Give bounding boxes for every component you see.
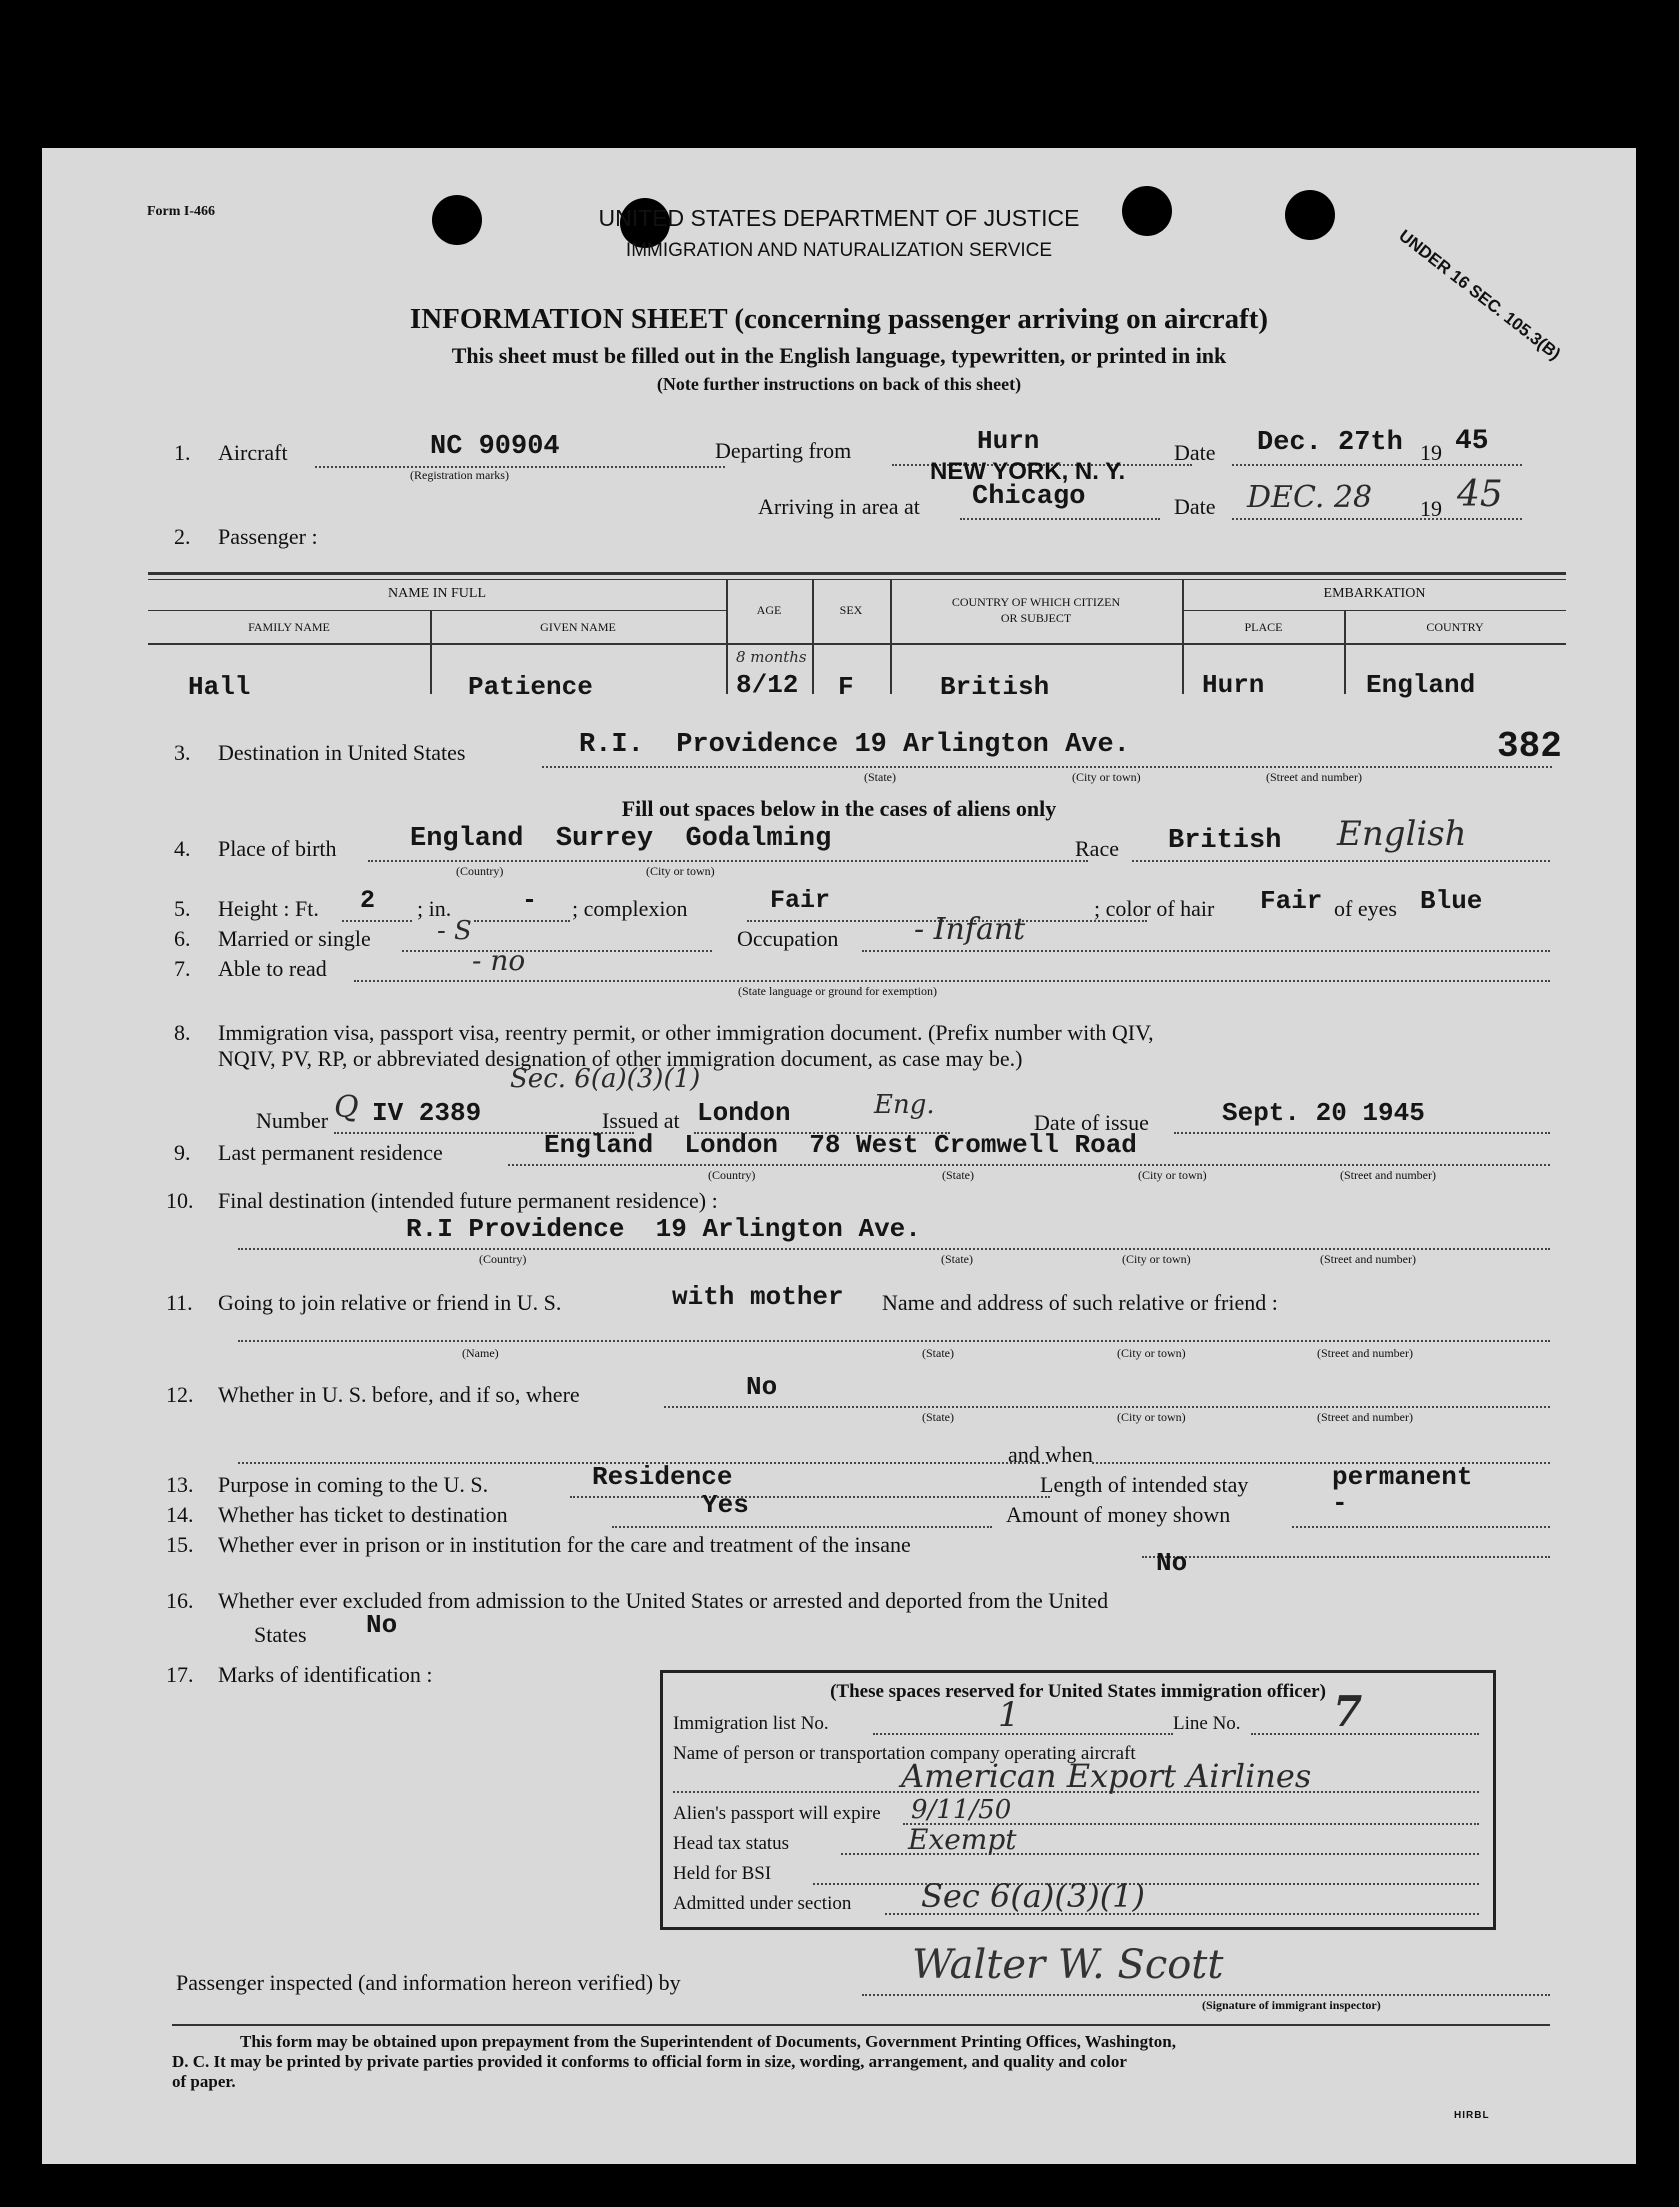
complexion-value: Fair (770, 886, 831, 915)
item-number: 2. (174, 524, 191, 549)
visa-text-1: Immigration visa, passport visa, reentry permit, or other immigration document. (Prefix number with QIV, (218, 1020, 1154, 1045)
issued-value: London (697, 1098, 791, 1128)
join-relative-value: with mother (672, 1282, 844, 1312)
visa-prefix: Q (334, 1090, 359, 1125)
line-label: Line No. (1173, 1713, 1241, 1734)
city-caption: (City or town) (646, 864, 715, 878)
visa-section-note: Sec. 6(a)(3)(1) (510, 1064, 701, 1094)
given-name-header: GIVEN NAME (540, 620, 616, 634)
stamp-under-16: UNDER 16 SEC. 105.3(B) (1395, 226, 1565, 364)
country-caption: (Country) (456, 864, 504, 878)
height-label: Height : Ft. (218, 896, 319, 921)
form-sheet (42, 148, 1636, 2164)
city-caption: (City or town) (1072, 770, 1141, 784)
city-caption: (City or town) (1117, 1346, 1186, 1360)
sex-header: SEX (839, 603, 863, 617)
bsi-label: Held for BSI (673, 1863, 772, 1884)
aliens-heading: Fill out spaces below in the cases of aliens only (621, 796, 1057, 821)
item-number: 7. (174, 956, 191, 981)
final-destination-value: R.I Providence 19 Arlington Ave. (406, 1214, 921, 1244)
state-caption: (State) (864, 770, 896, 784)
passport-expire-value: 9/11/50 (911, 1795, 1012, 1825)
footer-line-1: This form may be obtained upon prepayment from the Superintendent of Documents, Government Printing Offices, Washington, (240, 2032, 1176, 2051)
arrival-year: 45 (1457, 474, 1503, 515)
money-label: Amount of money shown (1006, 1502, 1231, 1527)
and-when-label: and when (1008, 1442, 1093, 1467)
height-feet: 2 (360, 886, 376, 915)
eyes-value: Blue (1420, 886, 1483, 916)
visa-number-label: Number (256, 1108, 329, 1133)
departing-value: Hurn (977, 426, 1040, 456)
inches-label: ; in. (417, 896, 452, 921)
residence-value: England London 78 West Cromwell Road (544, 1130, 1137, 1160)
complexion-label: ; complexion (572, 896, 688, 921)
state-caption: (State) (922, 1346, 954, 1360)
join-relative-label: Going to join relative or friend in U. S. (218, 1290, 562, 1315)
street-caption: (Street and number) (1340, 1168, 1436, 1182)
final-destination-label: Final destination (intended future permanent residence) : (218, 1188, 718, 1213)
family-name-header: FAMILY NAME (248, 620, 330, 634)
age-note: 8 months (736, 648, 807, 666)
print-code: HIRBL (1454, 2110, 1490, 2121)
street-caption: (Street and number) (1317, 1346, 1413, 1360)
birthplace-value: England Surrey Godalming (410, 824, 832, 854)
married-value: - S (437, 916, 472, 946)
read-label: Able to read (218, 956, 327, 981)
country-caption: (Country) (708, 1168, 756, 1182)
visa-text-2: NQIV, PV, RP, or abbreviated designation of other immigration document, as case may be.) (218, 1046, 1023, 1071)
operator-value: American Export Airlines (901, 1757, 1312, 1795)
admitted-value: Sec 6(a)(3)(1) (921, 1877, 1146, 1915)
name-caption: (Name) (462, 1346, 499, 1360)
prison-label: Whether ever in prison or in institution for the care and treatment of the insane (218, 1532, 911, 1557)
race-note: English (1337, 814, 1467, 854)
issued-note: Eng. (874, 1090, 935, 1120)
date-label: Date (1174, 440, 1216, 465)
line-value: 7 (1333, 1687, 1363, 1736)
list-value: 1 (998, 1695, 1020, 1735)
item-number: 17. (166, 1662, 194, 1687)
service-heading: IMMIGRATION AND NATURALIZATION SERVICE (625, 240, 1053, 261)
hair-value: Fair (1260, 886, 1323, 916)
money-value: - (1332, 1488, 1348, 1518)
item-number: 5. (174, 896, 191, 921)
family-name-cell: Hall (188, 672, 251, 702)
married-label: Married or single (218, 926, 371, 951)
item-number: 4. (174, 836, 191, 861)
instructions-note: (Note further instructions on back of this sheet) (656, 374, 1022, 394)
footer-line-2: D. C. It may be printed by private parties provided it conforms to official form in size, wording, arrangement, and quality and color (172, 2052, 1127, 2071)
place-header: PLACE (1244, 620, 1283, 634)
departing-label: Departing from (715, 438, 852, 463)
hair-label: ; color of hair (1094, 896, 1215, 921)
year-prefix: 19 (1420, 440, 1442, 465)
agency-heading: UNITED STATES DEPARTMENT OF JUSTICE (598, 205, 1080, 231)
purpose-label: Purpose in coming to the U. S. (218, 1472, 489, 1497)
sex-cell: F (838, 672, 854, 702)
relative-address-label: Name and address of such relative or friend : (882, 1290, 1278, 1315)
city-caption: (City or town) (1117, 1410, 1186, 1424)
departing-stamp: NEW YORK, N. Y. (930, 458, 1126, 485)
given-name-cell: Patience (468, 672, 593, 702)
item-number: 11. (166, 1290, 193, 1315)
destination-number: 382 (1497, 726, 1562, 767)
issue-date-value: Sept. 20 1945 (1222, 1098, 1425, 1128)
stay-value: permanent (1332, 1462, 1473, 1492)
embark-place-cell: Hurn (1202, 670, 1265, 700)
visa-number-value: IV 2389 (372, 1098, 482, 1128)
country-header: COUNTRY (1426, 620, 1484, 634)
inspector-signature: Walter W. Scott (912, 1942, 1224, 1988)
item-number: 3. (174, 740, 191, 765)
previous-visit-label: Whether in U. S. before, and if so, where (218, 1382, 580, 1407)
departure-date: Dec. 27th (1257, 428, 1403, 458)
race-value: British (1168, 826, 1282, 856)
date2-label: Date (1174, 494, 1216, 519)
arriving-label: Arriving in area at (758, 494, 920, 519)
head-tax-value: Exempt (908, 1823, 1017, 1856)
birthplace-label: Place of birth (218, 836, 337, 861)
language-caption: (State language or ground for exemption) (738, 984, 937, 998)
occupation-value: - Infant (914, 912, 1026, 947)
identification-label: Marks of identification : (218, 1662, 433, 1687)
prison-value: No (1156, 1548, 1188, 1578)
embark-country-cell: England (1366, 670, 1476, 700)
occupation-label: Occupation (737, 926, 839, 951)
arrival-date: DEC. 28 (1247, 480, 1373, 515)
head-tax-label: Head tax status (673, 1833, 790, 1854)
previous-visit-value: No (746, 1372, 778, 1402)
street-caption: (Street and number) (1317, 1410, 1413, 1424)
street-caption: (Street and number) (1320, 1252, 1416, 1266)
item-number: 13. (166, 1472, 194, 1497)
aircraft-value: NC 90904 (430, 432, 560, 462)
item-number: 8. (174, 1020, 191, 1045)
item-number: 14. (166, 1502, 194, 1527)
read-value: - no (472, 944, 526, 977)
item-number: 10. (166, 1188, 194, 1213)
height-inches: - (522, 886, 538, 915)
ticket-value: Yes (702, 1490, 749, 1520)
issued-label: Issued at (602, 1108, 680, 1133)
item-number: 15. (166, 1532, 194, 1557)
issue-date-label: Date of issue (1034, 1110, 1149, 1135)
state-caption: (State) (922, 1410, 954, 1424)
item-number: 9. (174, 1140, 191, 1165)
footer-line-3: of paper. (172, 2072, 236, 2091)
purpose-value: Residence (592, 1462, 733, 1492)
excluded-label-2: States (254, 1622, 307, 1647)
age-cell: 8/12 (736, 670, 799, 700)
inspected-label: Passenger inspected (and information hereon verified) by (176, 1970, 681, 1995)
state-caption: (State) (942, 1168, 974, 1182)
page-subtitle: This sheet must be filled out in the English language, typewritten, or printed in ink (451, 343, 1227, 368)
citizen-cell: British (940, 672, 1050, 702)
item-number: 1. (174, 440, 191, 465)
item-number: 16. (166, 1588, 194, 1613)
city-caption: (City or town) (1138, 1168, 1207, 1182)
city-caption: (City or town) (1122, 1252, 1191, 1266)
aircraft-label: Aircraft (218, 440, 288, 465)
embarkation-header: EMBARKATION (1323, 586, 1426, 601)
stay-label: Length of intended stay (1040, 1472, 1249, 1497)
street-caption: (Street and number) (1266, 770, 1362, 784)
citizen-header: COUNTRY OF WHICH CITIZEN (951, 595, 1121, 609)
operator-label: Name of person or transportation company operating aircraft (673, 1743, 1136, 1764)
race-label: Race (1075, 836, 1119, 861)
excluded-value: No (366, 1610, 398, 1640)
destination-value: R.I. Providence 19 Arlington Ave. (579, 730, 1130, 760)
signature-caption: (Signature of immigrant inspector) (1202, 1998, 1381, 2012)
residence-label: Last permanent residence (218, 1140, 443, 1165)
citizen-header-2: OR SUBJECT (1000, 611, 1072, 625)
form-number: Form I-466 (147, 204, 216, 219)
registration-caption: (Registration marks) (410, 468, 509, 482)
passenger-label: Passenger : (218, 524, 318, 549)
excluded-label: Whether ever excluded from admission to the United States or arrested and deported from the United (218, 1588, 1109, 1613)
ticket-label: Whether has ticket to destination (218, 1502, 508, 1527)
page-title: INFORMATION SHEET (concerning passenger arriving on aircraft) (409, 303, 1269, 335)
age-header: AGE (756, 603, 782, 617)
officer-box-heading: (These spaces reserved for United States immigration officer) (830, 1681, 1326, 1702)
item-number: 12. (166, 1382, 194, 1407)
name-in-full-header: NAME IN FULL (388, 586, 486, 601)
list-label: Immigration list No. (673, 1713, 829, 1734)
destination-label: Destination in United States (218, 740, 466, 765)
passport-expire-label: Alien's passport will expire (673, 1803, 881, 1824)
departure-year: 45 (1455, 426, 1489, 457)
item-number: 6. (174, 926, 191, 951)
country-caption: (Country) (479, 1252, 527, 1266)
year2-prefix: 19 (1420, 496, 1442, 521)
officer-box (660, 1670, 1496, 1930)
eyes-label: of eyes (1334, 896, 1397, 921)
admitted-label: Admitted under section (673, 1893, 852, 1914)
state-caption: (State) (941, 1252, 973, 1266)
arriving-value: Chicago (972, 482, 1086, 512)
